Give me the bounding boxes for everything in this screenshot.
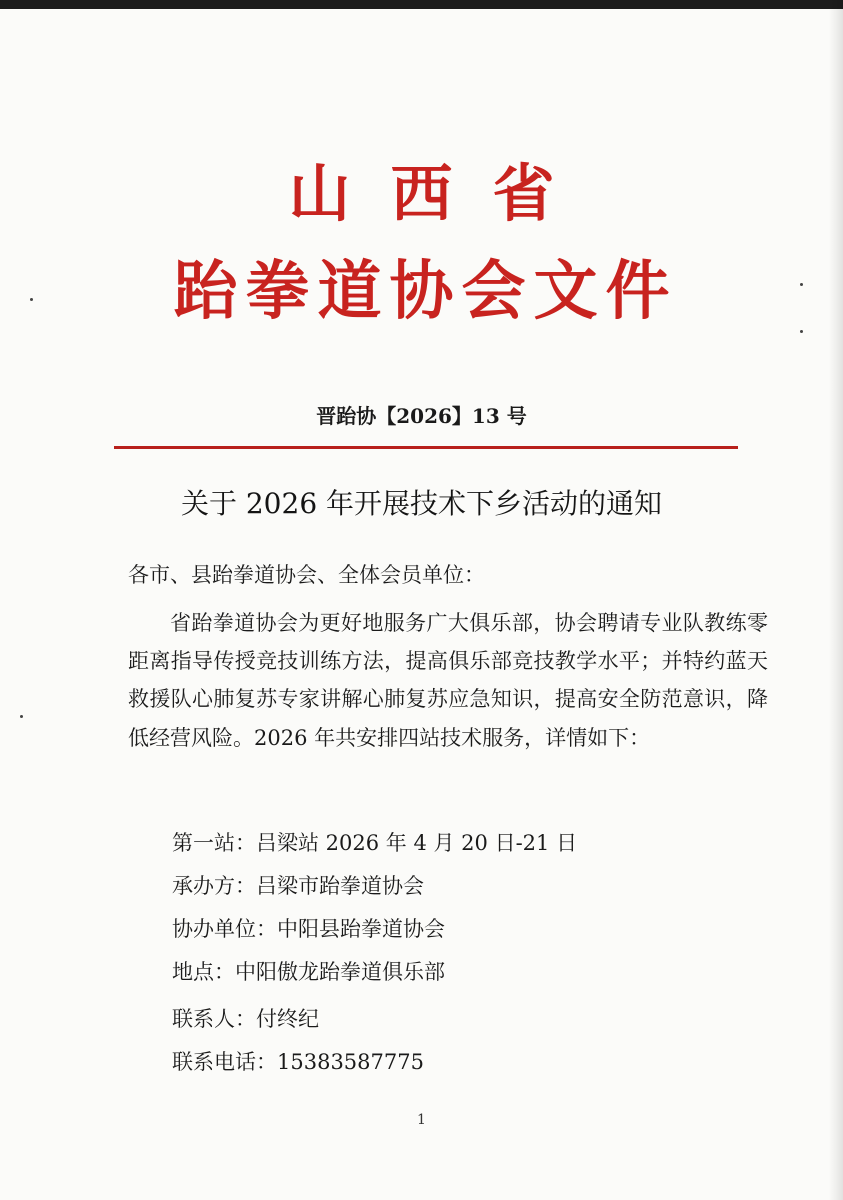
- station-co-organizer: 协办单位：中阳县跆拳道协会: [172, 917, 445, 941]
- document-number: 晋跆协【2026】13 号: [316, 404, 527, 428]
- intro-paragraph: 省跆拳道协会为更好地服务广大俱乐部，协会聘请专业队教练零距离指导传授竞技训练方法，提高俱乐部竞技教学水平；并特约蓝天救援队心肺复苏专家讲解心肺复苏应急知识，提高安全防范意识，降低经营风险。2026 年共安排四站技术服务，详情如下：: [128, 611, 768, 750]
- notice-title: 关于 2026 年开展技术下乡活动的通知: [180, 487, 663, 520]
- station-contact-phone: 联系电话：15383587775: [172, 1050, 424, 1074]
- header-title-line-1: 山西省: [288, 157, 595, 230]
- station-contact-person: 联系人：付终纪: [172, 1007, 319, 1031]
- page-number: 1: [417, 1112, 426, 1128]
- scan-top-edge: [0, 0, 843, 9]
- header-title-line-2: 跆拳道协会文件: [173, 254, 678, 329]
- station-host: 承办方：吕梁市跆拳道协会: [172, 874, 424, 898]
- station-schedule: 第一站：吕梁站 2026 年 4 月 20 日-21 日: [172, 831, 578, 855]
- salutation: 各市、县跆拳道协会、全体会员单位：: [128, 563, 485, 587]
- scan-speck: [20, 715, 23, 718]
- station-venue: 地点：中阳傲龙跆拳道俱乐部: [172, 960, 445, 984]
- header-divider: [114, 446, 738, 449]
